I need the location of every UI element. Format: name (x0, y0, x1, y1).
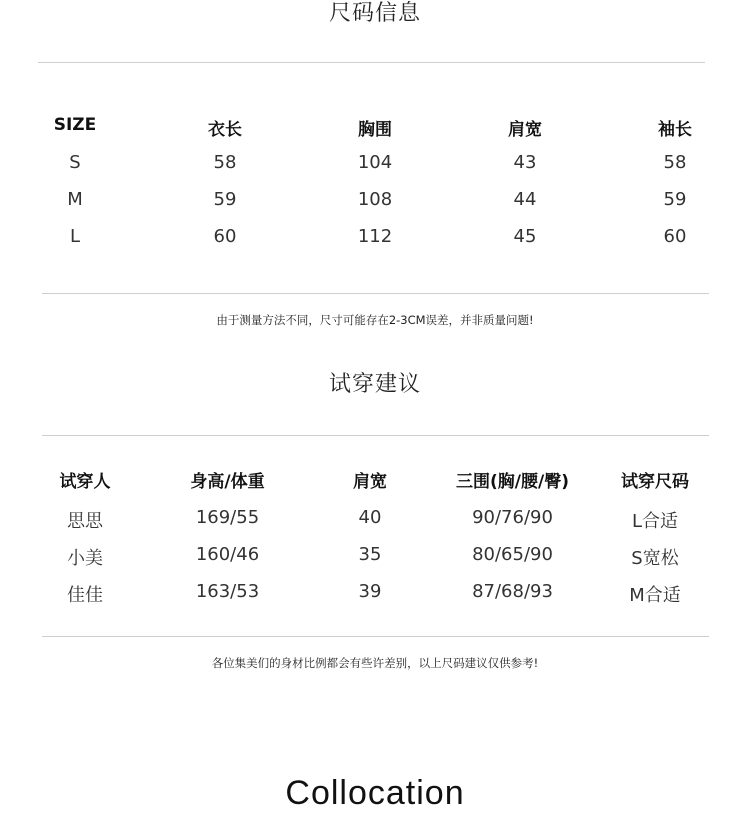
try-note: 各位集美们的身材比例都会有些许差别，以上尺码建议仅供参考! (211, 656, 539, 670)
size-cell: 112 (357, 226, 393, 247)
try-bottom-divider (42, 636, 709, 637)
try-cell: 佳佳 (67, 585, 103, 606)
try-cell: 163/53 (195, 581, 260, 602)
size-cell: 60 (663, 226, 687, 247)
size-cell: 59 (213, 189, 237, 210)
size-header-sleeve: 袖长 (658, 120, 692, 140)
size-cell: 44 (513, 189, 537, 210)
try-cell: 40 (358, 507, 382, 528)
try-cell: M合适 (629, 585, 681, 606)
size-cell: 58 (663, 152, 687, 173)
size-header-size: SIZE (53, 115, 97, 135)
size-header-shoulder: 肩宽 (508, 120, 542, 140)
try-top-divider (42, 435, 709, 436)
try-cell: 思思 (67, 511, 103, 532)
size-cell: 58 (213, 152, 237, 173)
size-bottom-divider (42, 293, 709, 294)
try-cell: 80/65/90 (472, 544, 553, 565)
size-section-title: 尺码信息 (328, 1, 421, 26)
size-cell: M (67, 189, 83, 210)
try-cell: 小美 (67, 548, 103, 569)
collocation-title: Collocation (285, 774, 465, 812)
try-header-person: 试穿人 (59, 472, 111, 492)
size-header-chest: 胸围 (358, 120, 392, 140)
try-header-size: 试穿尺码 (621, 472, 689, 492)
try-cell: 39 (358, 581, 382, 602)
size-cell: 45 (513, 226, 537, 247)
try-cell: 169/55 (195, 507, 260, 528)
try-cell: 87/68/93 (472, 581, 553, 602)
size-cell: 43 (513, 152, 537, 173)
try-cell: S宽松 (631, 548, 679, 569)
size-header-length: 衣长 (208, 120, 242, 140)
size-cell: 59 (663, 189, 687, 210)
try-cell: 160/46 (195, 544, 260, 565)
size-cell: 60 (213, 226, 237, 247)
try-section-title: 试穿建议 (328, 372, 421, 397)
try-cell: L合适 (631, 511, 679, 532)
size-cell: S (69, 152, 81, 173)
size-top-divider (38, 62, 705, 63)
size-note: 由于测量方法不同，尺寸可能存在2-3CM误差，并非质量问题! (216, 313, 534, 327)
try-cell: 35 (358, 544, 382, 565)
try-header-shoulder: 肩宽 (353, 472, 387, 492)
try-header-height-weight: 身高/体重 (190, 472, 265, 492)
size-cell: 104 (357, 152, 393, 173)
try-cell: 90/76/90 (472, 507, 553, 528)
size-cell: L (69, 226, 81, 247)
size-cell: 108 (357, 189, 393, 210)
try-header-measurements: 三围(胸/腰/臀) (456, 472, 569, 492)
